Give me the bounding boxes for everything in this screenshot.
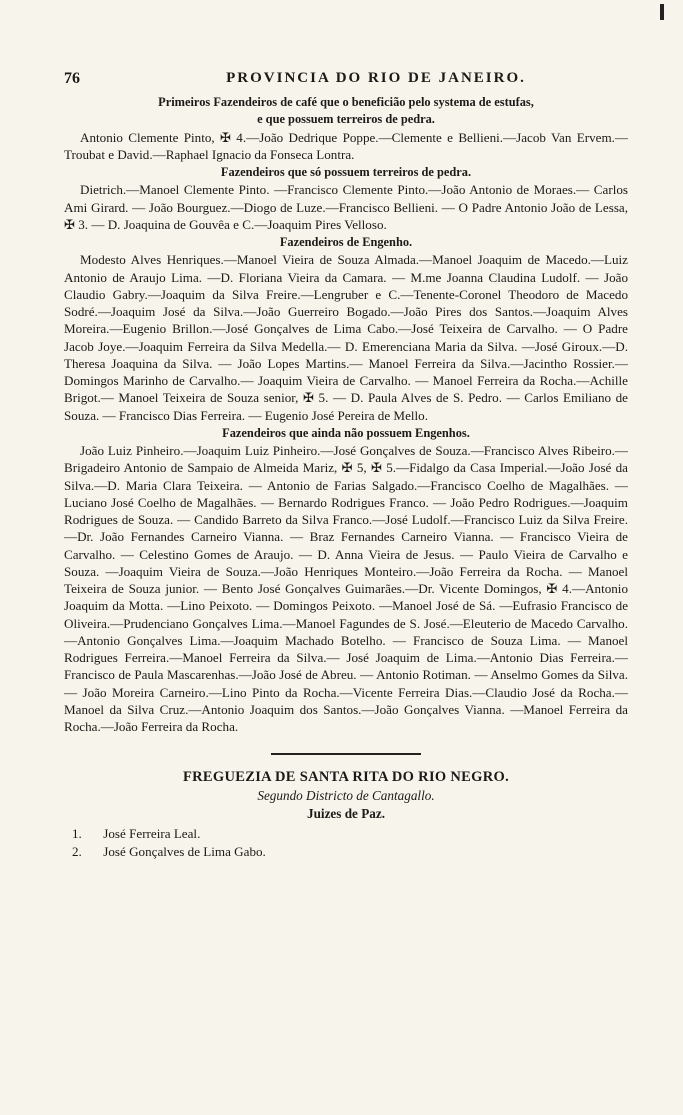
section-divider [271,753,421,755]
judges-heading: Juizes de Paz. [306,805,385,821]
section-heading-sem-engenho [64,425,628,442]
judge-number: 1. [72,825,82,841]
running-title: PROVINCIA DO RIO DE JANEIRO. [226,70,526,86]
section-heading-line: Primeiros Fazendeiros de café que o beneficião pelo systema de estufas, [158,95,534,109]
section-text-estufas: Antonio Clemente Pinto, ✠ 4.—João Dedrique Poppe.—Clemente e Bellieni.—Jacob Van Ervem.—Troubat e David.—Raphael Ignacio da Fonseca Lontra. [64,129,628,162]
page-content [64,70,628,861]
page-number: 76 [64,70,80,87]
section-heading-engenho [64,234,628,251]
section-heading-terreiros [64,164,628,181]
list-item [64,825,628,843]
district-subtitle: Segundo Districto de Cantagallo. [257,788,435,804]
section-text-terreiros: Dietrich.—Manoel Clemente Pinto. —Francisco Clemente Pinto.—João Antonio de Moraes.— Carlos Ami Girard. — João Bourguez.—Diogo de Luze.—Francisco Bellieni. — O Padre Antonio João de Lessa, ✠ 3. — D. Joaquina de Gouvêa e C.—Joaquim Pires Velloso. [64,182,628,232]
judge-number: 2. [72,843,82,859]
page-edge-mark [660,4,664,20]
list-item [64,843,628,861]
judge-name: José Gonçalves de Lima Gabo. [103,843,266,859]
section-text-engenho: Modesto Alves Henriques.—Manoel Vieira de Souza Almada.—Manoel Joaquim de Macedo.—Luiz Antonio de Araujo Lima. —D. Floriana Vieira da Camara. — M.me Joanna Claudina Ludolf. — João Claudio Gabry.—Joaquim da Silva Freire.—Lengruber e C.—Tenente-Coronel Theodoro de Macedo Sodré.—Joaquim José da Silva.—João Guerreiro Bogado.—João Pires dos Santos.—Joaquim Alves Moreira.—Eugenio Brillon.—José Gonçalves de Lima Cabo.—José Teixeira de Carvalho. — O Padre Jacob Joye.—Joaquim Ferreira da Silva Medella.— D. Emerenciana Maria da Silva. —José Giroux.—D. Theresa Joaquina da Silva. — João Lopes Martins.— Manoel Ferreira da Silva.—Jacintho Rossier.— Domingos Marinho de Carvalho.— Joaquim Vieira de Carvalho. — Manoel Ferreira da Rocha.—Achille Brigot.— Manoel Teixeira de Souza senior, ✠ 5. — D. Paula Alves de S. Pedro. — Carlos Emiliano de Souza. — Francisco Dias Ferreira. — Eugenio José Pereira de Mello. [64,252,628,423]
section-text-sem-engenho: João Luiz Pinheiro.—Joaquim Luiz Pinheiro.—José Gonçalves de Souza.—Francisco Alves Ribeiro.—Brigadeiro Antonio de Sampaio de Almeida Mariz, ✠ 5, ✠ 5.—Fidalgo da Casa Imperial.—João José da Silva.—D. Maria Clara Teixeira. — Antonio de Farias Salgado.—Francisco Coelho de Magalhães. — Luciano José Coelho de Magalhães. — Bernardo Rodrigues Franco. — João Pedro Rodrigues.—Joaquim Rodrigues de Souza. — Candido Barreto da Silva Franco.—José Ludolf.—Francisco Luiz da Silva Freire. —Dr. João Fernandes Carneiro Vianna. — Braz Fernandes Carneiro Vianna. — Francisco Vieira de Carvalho. — Celestino Gomes de Araujo. — D. Anna Vieira de Jesus. — Paulo Vieira de Carvalho e Souza. —Joaquim Vieira de Souza.—João Henriques Monteiro.—João Ferreira da Rocha. — Manoel Teixeira de Souza junior. — Bento José Gonçalves Guimarães.—Dr. Vicente Domingos, ✠ 4.—Antonio Joaquim da Motta. —Lino Peixoto. — Domingos Peixoto. —Manoel José de Sá. —Eufrasio Francisco de Oliveira.—Prudenciano Gonçalves Lima.—Manoel Fagundes de S. José.—Eleuterio de Macedo Carvalho.—Antonio Gonçalves Lima.—Joaquim Machado Botelho. — Francisco de Souza Lima. — Manoel Rodrigues Ferreira.—Manoel Ferreira da Silva.— José Joaquim de Lima.—Antonio Dias Ferreira.—Francisco de Paula Mascarenhas.—João José de Abreu. — Antonio Rotiman. — Anselmo Gomes da Silva.— João Moreira Carneiro.—Lino Pinto da Rocha.—Vicente Ferreira Dias.—Claudio José da Rocha.— Manoel da Silva Cruz.—Antonio Joaquim dos Santos.—João Gonçalves Vianna. —Manoel Ferreira da Rocha.—João Ferreira da Rocha. [64,443,628,735]
section-heading-line: Fazendeiros que ainda não possuem Engenhos. [222,425,470,440]
section-heading-line: Fazendeiros que só possuem terreiros de pedra. [220,165,472,180]
page-header [64,70,628,92]
judges-list [64,825,628,861]
parish-title: FREGUEZIA DE SANTA RITA DO RIO NEGRO. [183,769,509,786]
section-heading-estufas [64,94,628,129]
judge-name: José Ferreira Leal. [103,825,201,841]
section-heading-line: Fazendeiros de Engenho. [279,235,413,250]
section-heading-line: e que possuem terreiros de pedra. [257,112,435,127]
